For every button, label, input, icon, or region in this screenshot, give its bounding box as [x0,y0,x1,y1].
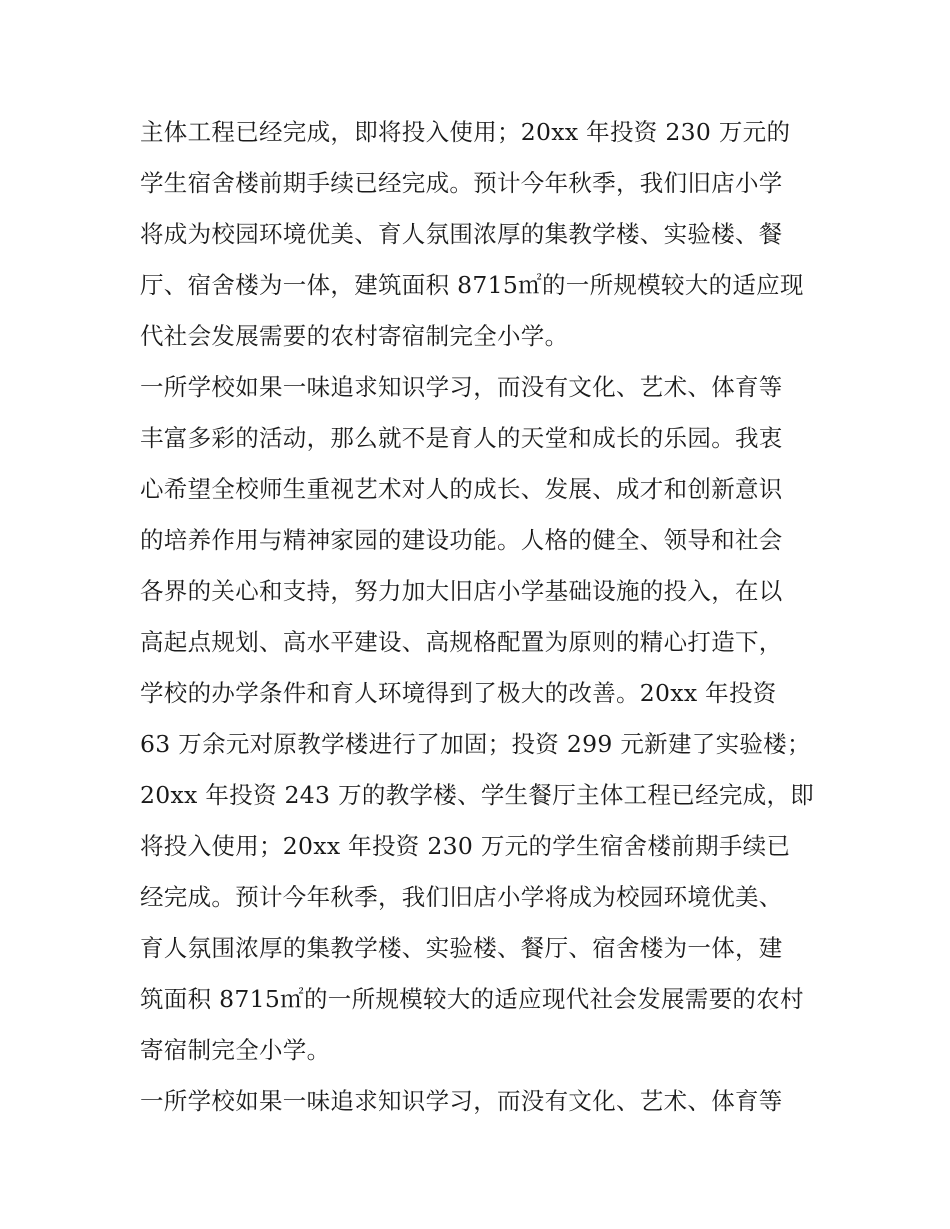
text-line: 学生宿舍楼前期手续已经完成。预计今年秋季，我们旧店小学 [140,169,783,197]
body-text [140,107,820,1127]
text-line: 厅、宿舍楼为一体，建筑面积 8715㎡的一所规模较大的适应现 [140,271,804,299]
text-line: 心希望全校师生重视艺术对人的成长、发展、成才和创新意识 [140,475,783,503]
text-line: 将投入使用；20xx 年投资 230 万元的学生宿舍楼前期手续已 [140,832,791,860]
text-line: 筑面积 8715㎡的一所规模较大的适应现代社会发展需要的农村 [140,985,804,1013]
text-line: 主体工程已经完成，即将投入使用；20xx 年投资 230 万元的 [140,118,791,146]
text-line: 经完成。预计今年秋季，我们旧店小学将成为校园环境优美、 [140,883,783,911]
text-line: 育人氛围浓厚的集教学楼、实验楼、餐厅、宿舍楼为一体，建 [140,934,783,962]
text-line: 高起点规划、高水平建设、高规格配置为原则的精心打造下， [140,628,783,656]
text-line: 各界的关心和支持，努力加大旧店小学基础设施的投入，在以 [140,577,783,605]
text-line: 20xx 年投资 243 万的教学楼、学生餐厅主体工程已经完成，即 [140,781,815,809]
text-line: 63 万余元对原教学楼进行了加固；投资 299 元新建了实验楼； [140,730,811,758]
text-line: 一所学校如果一味追求知识学习，而没有文化、艺术、体育等 [140,373,783,401]
text-line: 将成为校园环境优美、育人氛围浓厚的集教学楼、实验楼、餐 [140,220,783,248]
text-line: 代社会发展需要的农村寄宿制完全小学。 [140,322,569,350]
text-line: 一所学校如果一味追求知识学习，而没有文化、艺术、体育等 [140,1087,783,1115]
text-line: 丰富多彩的活动，那么就不是育人的天堂和成长的乐园。我衷 [140,424,783,452]
text-line: 的培养作用与精神家园的建设功能。人格的健全、领导和社会 [140,526,783,554]
text-line: 学校的办学条件和育人环境得到了极大的改善。20xx 年投资 [140,679,777,707]
text-line: 寄宿制完全小学。 [140,1036,331,1064]
